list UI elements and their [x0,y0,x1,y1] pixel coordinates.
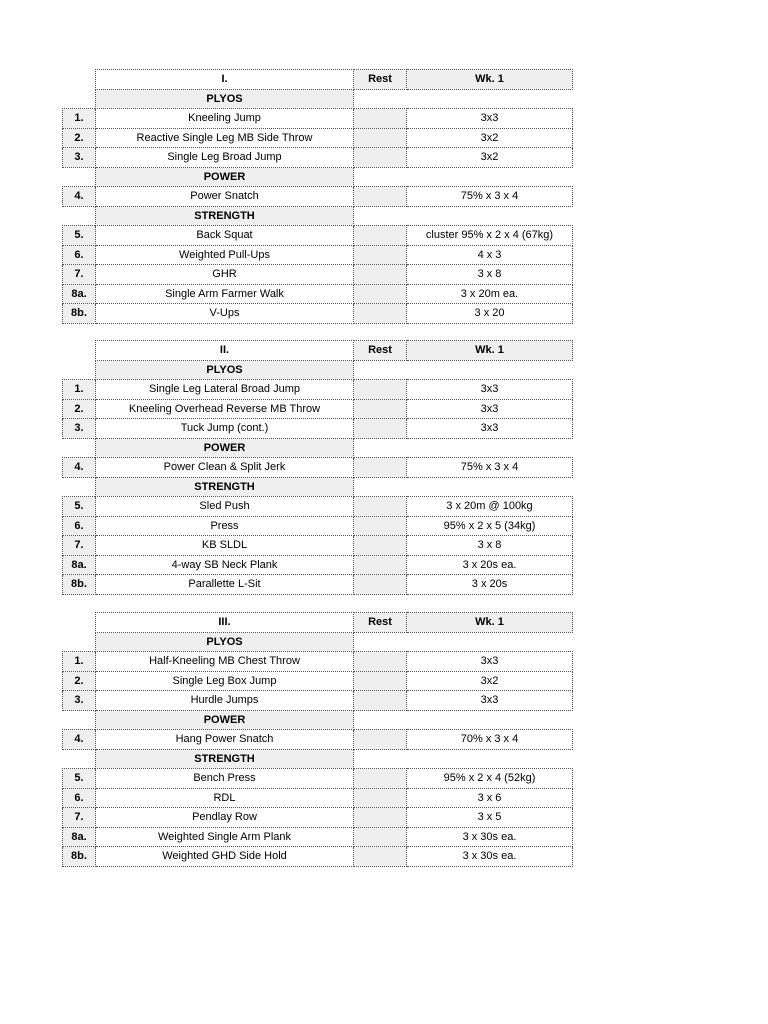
exercise-name: Kneeling Overhead Reverse MB Throw [96,399,354,419]
header-row [63,70,573,90]
exercise-number: 3. [63,148,96,168]
exercise-name: RDL [96,788,354,808]
exercise-name: 4-way SB Neck Plank [96,555,354,575]
exercise-row [63,516,573,536]
week-1-prescription: 3 x 6 [407,788,573,808]
week-1-prescription: 3 x 20m @ 100kg [407,497,573,517]
exercise-row [63,128,573,148]
exercise-name: Back Squat [96,226,354,246]
block-title: III. [96,613,354,633]
workout-table-block-2 [62,340,573,595]
rest-cell [354,284,407,304]
section-label: STRENGTH [96,749,354,769]
exercise-number: 2. [63,671,96,691]
exercise-row [63,380,573,400]
rest-cell [354,399,407,419]
week-1-prescription: 3 x 20 [407,304,573,324]
rest-cell [354,808,407,828]
exercise-number: 2. [63,399,96,419]
week-1-prescription: 3x3 [407,652,573,672]
blank-cell [63,360,96,380]
exercise-row [63,847,573,867]
week-1-prescription: 3x2 [407,148,573,168]
exercise-number: 5. [63,769,96,789]
blank-cell [407,167,573,187]
exercise-number: 8b. [63,304,96,324]
week-1-prescription: 3 x 8 [407,265,573,285]
rest-cell [354,380,407,400]
exercise-row [63,827,573,847]
week-1-prescription: 70% x 3 x 4 [407,730,573,750]
blank-cell [354,477,407,497]
block-title: I. [96,70,354,90]
exercise-row [63,226,573,246]
exercise-number: 7. [63,536,96,556]
exercise-name: Tuck Jump (cont.) [96,419,354,439]
section-row [63,360,573,380]
blank-cell [63,632,96,652]
week-1-prescription: 3x2 [407,128,573,148]
blank-cell [354,710,407,730]
exercise-number: 4. [63,458,96,478]
exercise-number: 8a. [63,284,96,304]
week-1-prescription: 4 x 3 [407,245,573,265]
week-1-prescription: 3x2 [407,671,573,691]
exercise-number: 1. [63,109,96,129]
exercise-number: 4. [63,187,96,207]
exercise-number: 8b. [63,575,96,595]
blank-cell [407,749,573,769]
exercise-name: Weighted Single Arm Plank [96,827,354,847]
rest-cell [354,671,407,691]
exercise-number: 7. [63,808,96,828]
exercise-row [63,148,573,168]
rest-cell [354,516,407,536]
blank-cell [407,632,573,652]
exercise-name: Single Leg Broad Jump [96,148,354,168]
week-1-prescription: 75% x 3 x 4 [407,458,573,478]
workout-table-block-3 [62,612,573,867]
rest-cell [354,226,407,246]
exercise-name: Single Leg Box Jump [96,671,354,691]
week-1-prescription: 3 x 30s ea. [407,827,573,847]
blank-cell [63,341,96,361]
week-column-header: Wk. 1 [407,613,573,633]
exercise-name: Weighted Pull-Ups [96,245,354,265]
week-1-prescription: 95% x 2 x 4 (52kg) [407,769,573,789]
section-label: POWER [96,710,354,730]
exercise-name: Bench Press [96,769,354,789]
exercise-row [63,808,573,828]
blank-cell [354,167,407,187]
week-1-prescription: 3 x 20m ea. [407,284,573,304]
section-label: PLYOS [96,632,354,652]
rest-cell [354,652,407,672]
exercise-row [63,536,573,556]
exercise-row [63,109,573,129]
exercise-row [63,399,573,419]
exercise-name: KB SLDL [96,536,354,556]
exercise-row [63,304,573,324]
week-1-prescription: cluster 95% x 2 x 4 (67kg) [407,226,573,246]
section-row [63,167,573,187]
blank-cell [407,206,573,226]
rest-cell [354,187,407,207]
exercise-name: Single Leg Lateral Broad Jump [96,380,354,400]
week-1-prescription: 3x3 [407,109,573,129]
week-1-prescription: 3 x 20s [407,575,573,595]
exercise-name: Half-Kneeling MB Chest Throw [96,652,354,672]
rest-cell [354,419,407,439]
week-1-prescription: 3x3 [407,419,573,439]
week-column-header: Wk. 1 [407,341,573,361]
blank-cell [407,438,573,458]
exercise-row [63,788,573,808]
header-row [63,613,573,633]
exercise-number: 1. [63,380,96,400]
rest-cell [354,691,407,711]
exercise-name: Sled Push [96,497,354,517]
exercise-name: Kneeling Jump [96,109,354,129]
rest-cell [354,497,407,517]
exercise-name: Pendlay Row [96,808,354,828]
rest-cell [354,458,407,478]
section-label: PLYOS [96,360,354,380]
rest-cell [354,148,407,168]
blank-cell [354,749,407,769]
exercise-name: Weighted GHD Side Hold [96,847,354,867]
exercise-number: 6. [63,245,96,265]
blank-cell [63,70,96,90]
blank-cell [63,206,96,226]
blank-cell [63,477,96,497]
blank-cell [354,89,407,109]
exercise-name: Hang Power Snatch [96,730,354,750]
rest-column-header: Rest [354,613,407,633]
blank-cell [63,89,96,109]
week-1-prescription: 3x3 [407,691,573,711]
section-row [63,438,573,458]
block-title: II. [96,341,354,361]
exercise-number: 7. [63,265,96,285]
exercise-name: Power Clean & Split Jerk [96,458,354,478]
exercise-number: 5. [63,226,96,246]
blank-cell [354,632,407,652]
exercise-row [63,555,573,575]
exercise-number: 6. [63,516,96,536]
exercise-row [63,187,573,207]
week-1-prescription: 3 x 30s ea. [407,847,573,867]
rest-cell [354,245,407,265]
exercise-row [63,265,573,285]
section-row [63,477,573,497]
section-label: PLYOS [96,89,354,109]
exercise-number: 8b. [63,847,96,867]
rest-cell [354,827,407,847]
blank-cell [63,710,96,730]
rest-cell [354,109,407,129]
rest-cell [354,575,407,595]
exercise-row [63,284,573,304]
blank-cell [63,438,96,458]
exercise-row [63,730,573,750]
section-row [63,206,573,226]
section-row [63,632,573,652]
section-label: STRENGTH [96,477,354,497]
exercise-row [63,419,573,439]
exercise-number: 4. [63,730,96,750]
week-1-prescription: 75% x 3 x 4 [407,187,573,207]
blank-cell [354,438,407,458]
exercise-row [63,769,573,789]
rest-cell [354,265,407,285]
week-column-header: Wk. 1 [407,70,573,90]
rest-cell [354,128,407,148]
rest-column-header: Rest [354,70,407,90]
exercise-row [63,652,573,672]
blank-cell [354,360,407,380]
rest-cell [354,788,407,808]
exercise-row [63,691,573,711]
rest-cell [354,536,407,556]
exercise-name: Press [96,516,354,536]
week-1-prescription: 3 x 20s ea. [407,555,573,575]
workout-table-block-1 [62,69,573,324]
exercise-name: Parallette L-Sit [96,575,354,595]
section-row [63,710,573,730]
exercise-name: Reactive Single Leg MB Side Throw [96,128,354,148]
exercise-name: Single Arm Farmer Walk [96,284,354,304]
week-1-prescription: 3x3 [407,399,573,419]
exercise-row [63,245,573,265]
week-1-prescription: 95% x 2 x 5 (34kg) [407,516,573,536]
week-1-prescription: 3 x 5 [407,808,573,828]
exercise-number: 1. [63,652,96,672]
exercise-number: 3. [63,691,96,711]
blank-cell [407,360,573,380]
exercise-name: Hurdle Jumps [96,691,354,711]
header-row [63,341,573,361]
rest-cell [354,555,407,575]
section-label: POWER [96,167,354,187]
exercise-number: 8a. [63,827,96,847]
exercise-number: 6. [63,788,96,808]
exercise-number: 3. [63,419,96,439]
rest-cell [354,847,407,867]
blank-cell [63,613,96,633]
rest-cell [354,730,407,750]
exercise-number: 5. [63,497,96,517]
exercise-number: 8a. [63,555,96,575]
exercise-name: GHR [96,265,354,285]
blank-cell [354,206,407,226]
blank-cell [407,89,573,109]
section-label: POWER [96,438,354,458]
exercise-number: 2. [63,128,96,148]
blank-cell [407,710,573,730]
exercise-row [63,458,573,478]
exercise-row [63,671,573,691]
exercise-row [63,575,573,595]
blank-cell [63,749,96,769]
blank-cell [63,167,96,187]
exercise-row [63,497,573,517]
section-row [63,749,573,769]
rest-column-header: Rest [354,341,407,361]
section-label: STRENGTH [96,206,354,226]
week-1-prescription: 3x3 [407,380,573,400]
exercise-name: Power Snatch [96,187,354,207]
rest-cell [354,304,407,324]
blank-cell [407,477,573,497]
exercise-name: V-Ups [96,304,354,324]
section-row [63,89,573,109]
week-1-prescription: 3 x 8 [407,536,573,556]
rest-cell [354,769,407,789]
